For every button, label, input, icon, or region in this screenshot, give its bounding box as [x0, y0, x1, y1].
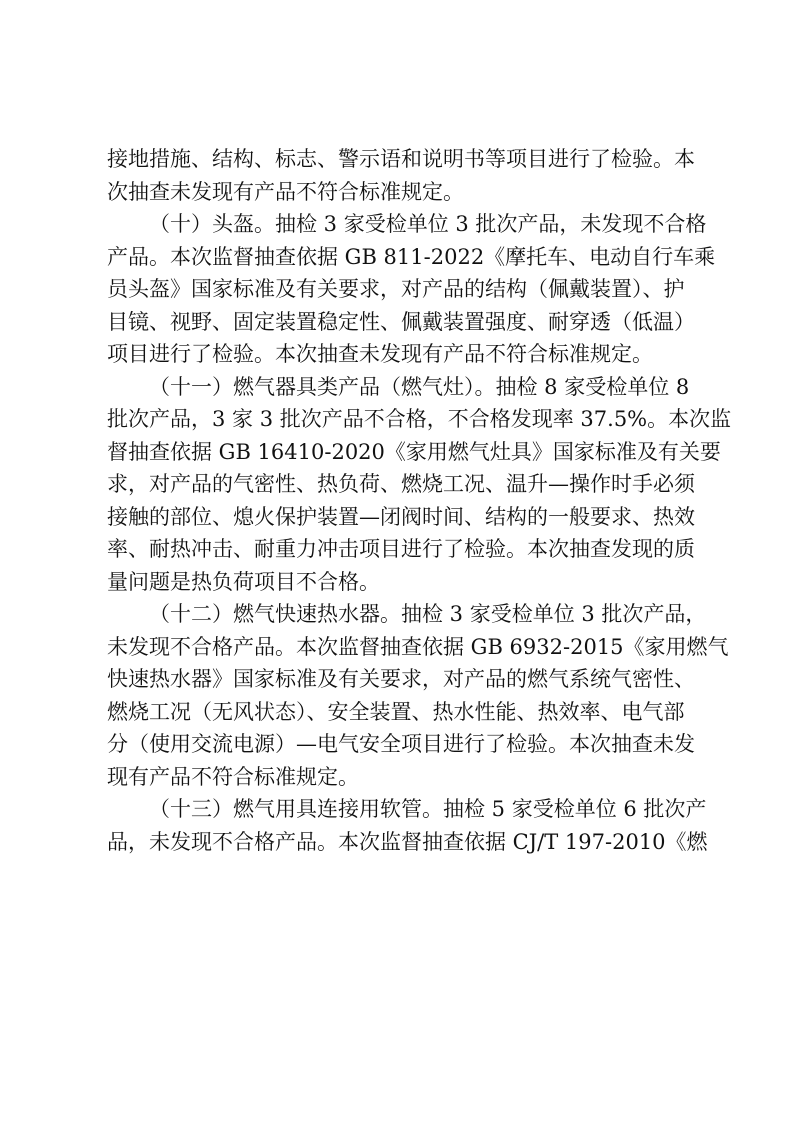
text-line: 现有产品不符合标准规定。 — [107, 764, 359, 789]
text-line: 快速热水器》国家标准及有关要求，对产品的燃气系统气密性、 — [107, 667, 695, 691]
text-line: 分（使用交流电源）—电气安全项目进行了检验。本次抽查未发 — [107, 732, 695, 756]
text-line: （十二）燃气快速热水器。抽检 3 家受检单位 3 批次产品， — [149, 602, 707, 626]
text-line: 率、耐热冲击、耐重力冲击项目进行了检验。本次抽查发现的质 — [107, 537, 695, 561]
paragraph-water-heater — [107, 598, 729, 793]
paragraph-continued — [107, 143, 697, 208]
text-line: 批次产品，3 家 3 批次产品不合格，不合格发现率 37.5%。本次监 — [107, 407, 732, 431]
text-line: （十）头盔。抽检 3 家受检单位 3 批次产品，未发现不合格 — [149, 212, 707, 236]
text-line: 燃烧工况（无风状态）、安全装置、热水性能、热效率、电气部 — [107, 699, 685, 724]
text-line: 未发现不合格产品。本次监督抽查依据 GB 6932-2015《家用燃气 — [107, 634, 729, 659]
text-line: 产品。本次监督抽查依据 GB 811-2022《摩托车、电动自行车乘 — [107, 244, 716, 269]
body-text — [107, 143, 732, 858]
text-line: 接触的部位、熄火保护装置—闭阀时间、结构的一般要求、热效 — [107, 504, 695, 529]
text-line: 量问题是热负荷项目不合格。 — [107, 569, 380, 594]
text-line: 次抽查未发现有产品不符合标准规定。 — [107, 179, 464, 204]
text-line: （十三）燃气用具连接用软管。抽检 5 家受检单位 6 批次产 — [149, 797, 707, 821]
paragraph-helmet — [107, 208, 716, 371]
text-line: 督抽查依据 GB 16410-2020《家用燃气灶具》国家标准及有关要 — [107, 439, 721, 464]
text-line: 项目进行了检验。本次抽查未发现有产品不符合标准规定。 — [107, 342, 653, 366]
paragraph-gas-hose — [107, 793, 708, 858]
text-line: 接地措施、结构、标志、警示语和说明书等项目进行了检验。本 — [107, 147, 695, 171]
text-line: 品，未发现不合格产品。本次监督抽查依据 CJ/T 197-2010《燃 — [107, 829, 708, 854]
text-line: 员头盔》国家标准及有关要求，对产品的结构（佩戴装置）、护 — [107, 277, 685, 301]
text-line: （十一）燃气器具类产品（燃气灶）。抽检 8 家受检单位 8 — [149, 374, 690, 399]
text-line: 目镜、视野、固定装置稳定性、佩戴装置强度、耐穿透（低温） — [107, 309, 695, 334]
paragraph-gas-stove — [107, 371, 732, 599]
text-line: 求，对产品的气密性、热负荷、燃烧工况、温升—操作时手必须 — [107, 472, 695, 496]
